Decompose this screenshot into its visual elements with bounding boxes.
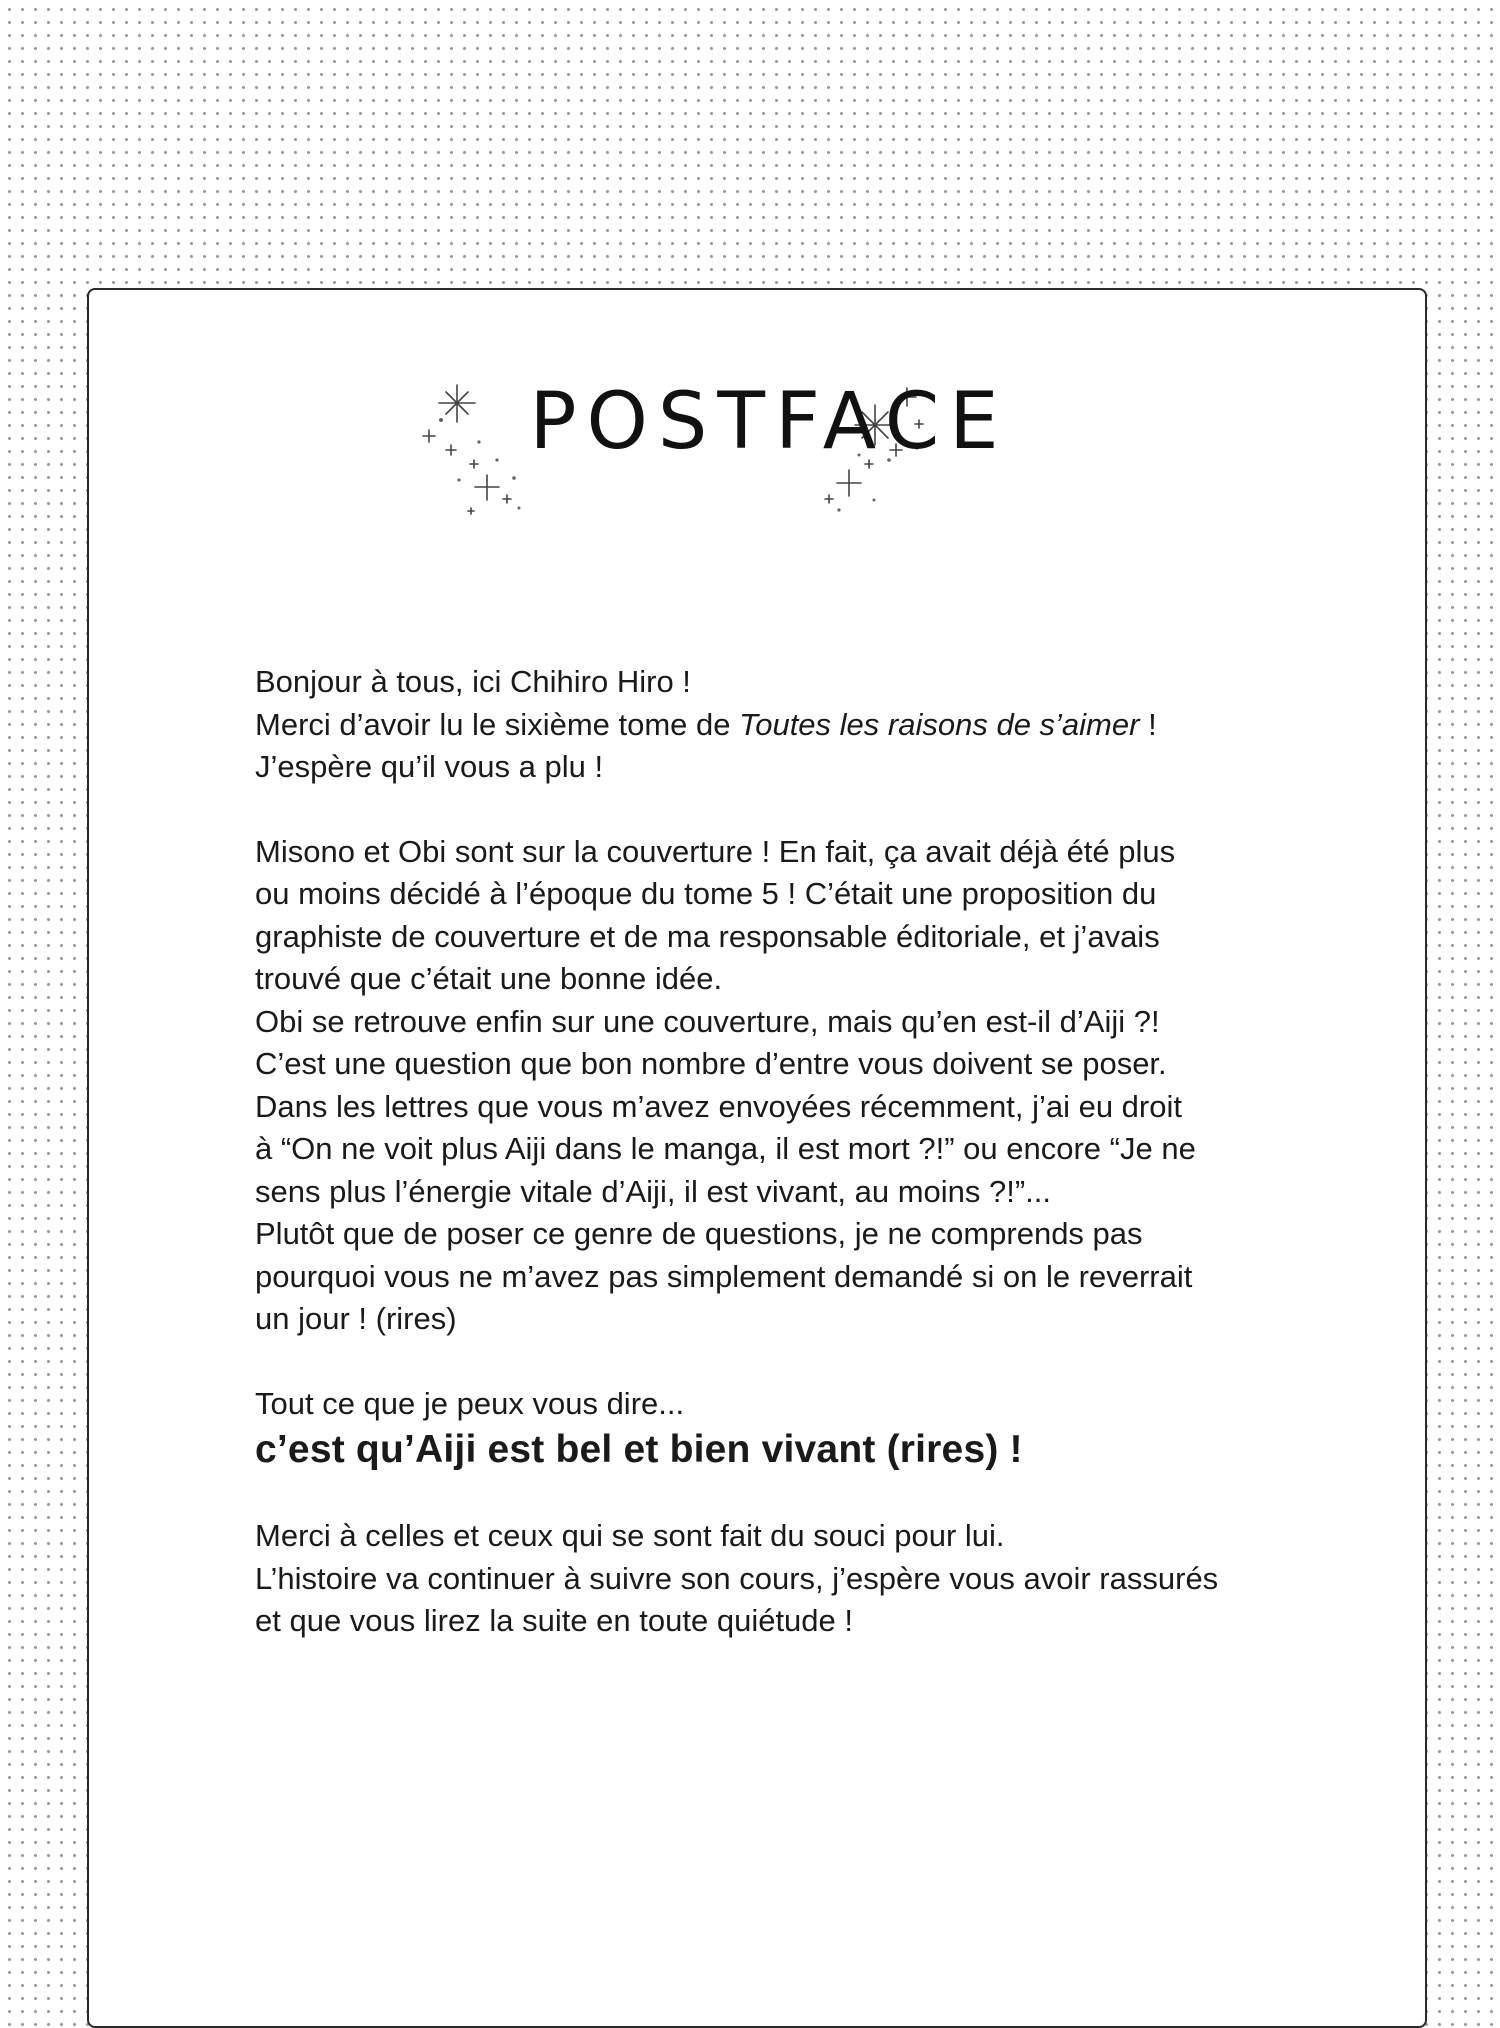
emphasis-line: c’est qu’Aiji est bel et bien vivant (rires) ! (255, 1428, 1023, 1471)
paragraph-greeting (255, 661, 1335, 789)
text-line: Bonjour à tous, ici Chihiro Hiro ! (255, 664, 691, 699)
text-line: graphiste de couverture et de ma responsable éditoriale, et j’avais (255, 918, 1160, 954)
postface-panel (87, 288, 1427, 2028)
text-line: J’espère qu’il vous a plu ! (255, 749, 604, 784)
text-line: C’est une question que bon nombre d’entre vous doivent se poser. (255, 1046, 1167, 1081)
text-line: sens plus l’énergie vitale d’Aiji, il est vivant, au moins ?!”... (255, 1173, 1052, 1209)
book-title: Toutes les raisons de s’aimer (739, 706, 1140, 742)
text-line: L’histoire va continuer à suivre son cours, j’espère vous avoir rassurés (255, 1560, 1219, 1596)
text-line: ou moins décidé à l’époque du tome 5 ! C’était une proposition du (255, 876, 1157, 911)
page-title: POSTFACE (529, 377, 1009, 467)
paragraph-thanks (255, 1515, 1335, 1643)
text-line: un jour ! (rires) (255, 1301, 457, 1336)
text-line: à “On ne voit plus Aiji dans le manga, il est mort ?!” ou encore “Je ne (255, 1131, 1196, 1166)
text-line: Dans les lettres que vous m’avez envoyées récemment, j’ai eu droit (255, 1088, 1182, 1124)
text-line: Misono et Obi sont sur la couverture ! En fait, ça avait déjà été plus (255, 833, 1176, 869)
text-segment: ! (1139, 706, 1157, 742)
text-segment: Merci d’avoir lu le sixième tome de (255, 706, 740, 742)
text-line: Plutôt que de poser ce genre de questions, je ne comprends pas (255, 1216, 1143, 1251)
postface-body (255, 661, 1335, 1643)
text-line: Merci à celles et ceux qui se sont fait du souci pour lui. (255, 1518, 1005, 1553)
text-line: trouvé que c’était une bonne idée. (255, 961, 723, 996)
text-line: Obi se retrouve enfin sur une couverture, mais qu’en est-il d’Aiji ?! (255, 1003, 1160, 1039)
text-line: Tout ce que je peux vous dire... (255, 1385, 685, 1421)
text-line: et que vous lirez la suite en toute quiétude ! (255, 1603, 854, 1638)
title-area (419, 360, 1119, 520)
paragraph-cover (255, 831, 1335, 1341)
paragraph-reveal (255, 1383, 1335, 1476)
text-line: pourquoi vous ne m’avez pas simplement demandé si on le reverrait (255, 1258, 1193, 1294)
text-line (255, 704, 1335, 747)
